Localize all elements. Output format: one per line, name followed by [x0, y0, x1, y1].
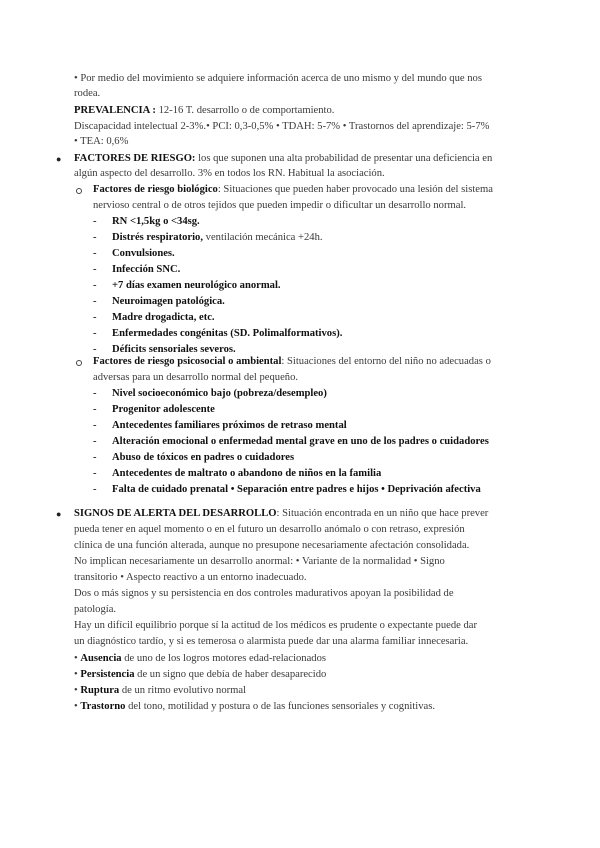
biologico-item [112, 215, 200, 229]
biologico-circle-bullet [76, 188, 82, 194]
signos-line: pueda tener en aquel momento o en el futuro un desarrollo anómalo o con retraso, expresión [74, 524, 465, 535]
biologico-item [112, 311, 215, 325]
signos-line: un diagnóstico tardío, y si es temerosa o alarmista puede dar una alarma familiar innecesaria. [74, 636, 469, 647]
dash: - [93, 484, 97, 495]
psicosocial-item: Antecedentes de maltrato o abandono de niños en la familia [112, 468, 382, 479]
psicosocial-item: Falta de cuidado prenatal • Separación entre padres e hijos • Deprivación afectiva [112, 484, 481, 495]
dash: - [93, 312, 97, 323]
signos-text-0: : Situación encontrada en un niño que hace prever [276, 508, 489, 519]
psicosocial-item: Progenitor adolescente [112, 404, 215, 415]
item-bold: Infección SNC. [112, 264, 181, 275]
prevalencia-line-3: • TEA: 0,6% [74, 136, 129, 147]
biologico-item [112, 279, 281, 293]
signos-label: SIGNOS DE ALERTA DEL DESARROLLO [74, 508, 277, 519]
biologico-label: Factores de riesgo biológico [93, 184, 218, 195]
prevalencia-label: PREVALENCIA : [74, 105, 156, 116]
dash: - [93, 280, 97, 291]
dash: - [93, 468, 97, 479]
prevalencia-text: 12-16 T. desarrollo o de comportamiento. [155, 105, 335, 116]
factores-text-1: los que suponen una alta probabilidad de presentar una deficiencia en [195, 153, 493, 164]
biologico-text-1: : Situaciones que pueden haber provocado una lesión del sistema [217, 184, 493, 195]
item-bold: RN <1,5kg o <34sg. [112, 216, 200, 227]
item-bold: Enfermedades congénitas (SD. Polimalformativos). [112, 328, 343, 339]
dash: - [93, 436, 97, 447]
prevalencia-line [74, 104, 334, 118]
signos-line: Hay un difícil equilibrio porque sí la actitud de los médicos es prudente o expectante puede dar [74, 620, 478, 631]
factores-bullet: ● [56, 154, 62, 164]
signos-item [74, 668, 326, 682]
psicosocial-circle-bullet [76, 360, 82, 366]
item-rest: del tono, motilidad y postura o de las funciones sensoriales y cognitivas. [125, 701, 435, 712]
psicosocial-item: Nivel socioeconómico bajo (pobreza/desempleo) [112, 388, 327, 399]
item-bold: +7 días examen neurológico anormal. [112, 280, 281, 291]
intro-line-1: • Por medio del movimiento se adquiere información acerca de uno mismo y del mundo que nos [74, 73, 482, 84]
psicosocial-item: Alteración emocional o enfermedad mental grave en uno de los padres o cuidadores [112, 436, 489, 447]
signos-bullet: ● [56, 509, 62, 519]
biologico-item [112, 263, 180, 277]
signos-line: Dos o más signos y su persistencia en dos controles madurativos apoyan la posibilidad de [74, 588, 454, 599]
dash: - [93, 216, 97, 227]
prevalencia-line-2: Discapacidad intelectual 2-3%.• PCI: 0,3-0,5% • TDAH: 5-7% • Trastornos del aprendizaje: 5-7% [74, 121, 490, 132]
biologico-item [112, 231, 323, 245]
psicosocial-item: Antecedentes familiares próximos de retraso mental [112, 420, 347, 431]
item-bold: Neuroimagen patológica. [112, 296, 225, 307]
item-bold: Persistencia [80, 669, 135, 680]
item-bullet: • [74, 701, 81, 712]
dash: - [93, 232, 97, 243]
factores-line-1 [74, 152, 492, 166]
item-rest: de un signo que debía de haber desaparecido [134, 669, 327, 680]
item-bullet: • [74, 685, 81, 696]
item-bold: Distrés respiratorio, [112, 232, 204, 243]
biologico-item [112, 247, 175, 261]
dash: - [93, 248, 97, 259]
signos-line-1 [74, 507, 488, 521]
item-rest: de uno de los logros motores edad-relacionados [121, 653, 327, 664]
item-rest: de un ritmo evolutivo normal [119, 685, 247, 696]
intro-line-2: rodea. [74, 88, 101, 99]
psicosocial-line-2: adversas para un desarrollo normal del pequeño. [93, 372, 299, 383]
item-bold: Madre drogadicta, etc. [112, 312, 215, 323]
item-rest: ventilación mecánica +24h. [203, 232, 323, 243]
biologico-line-1 [93, 183, 493, 197]
factores-line-2: algún aspecto del desarrollo. 3% en todos los RN. Habitual la asociación. [74, 168, 385, 179]
biologico-line-2: nervioso central o de otros tejidos que pueden impedir o dificultar un desarrollo normal. [93, 200, 467, 211]
signos-item [74, 684, 246, 698]
psicosocial-item: Abuso de tóxicos en padres o cuidadores [112, 452, 295, 463]
item-bold: Trastorno [80, 701, 126, 712]
factores-label: FACTORES DE RIESGO: [74, 153, 196, 164]
biologico-item [112, 295, 225, 309]
dash: - [93, 344, 97, 355]
dash: - [93, 296, 97, 307]
dash: - [93, 404, 97, 415]
dash: - [93, 452, 97, 463]
dash: - [93, 420, 97, 431]
signos-line: transitorio • Aspecto reactivo a un entorno inadecuado. [74, 572, 307, 583]
signos-line: No implican necesariamente un desarrollo anormal: • Variante de la normalidad • Signo [74, 556, 445, 567]
signos-item [74, 700, 435, 714]
dash: - [93, 388, 97, 399]
psicosocial-label: Factores de riesgo psicosocial o ambiental [93, 356, 282, 367]
signos-item [74, 652, 326, 666]
signos-line: patología. [74, 604, 117, 615]
item-bullet: • [74, 653, 81, 664]
signos-line: clínica de una función alterada, aunque no presupone necesariamente afectación consolidada. [74, 540, 470, 551]
psicosocial-line-1 [93, 355, 491, 369]
psicosocial-text-1: : Situaciones del entorno del niño no adecuadas o [281, 356, 491, 367]
item-bold: Ausencia [80, 653, 122, 664]
item-bullet: • [74, 669, 81, 680]
dash: - [93, 328, 97, 339]
dash: - [93, 264, 97, 275]
item-bold: Ruptura [80, 685, 120, 696]
biologico-item [112, 327, 342, 341]
item-bold: Déficits sensoriales severos. [112, 344, 236, 355]
item-bold: Convulsiones. [112, 248, 175, 259]
